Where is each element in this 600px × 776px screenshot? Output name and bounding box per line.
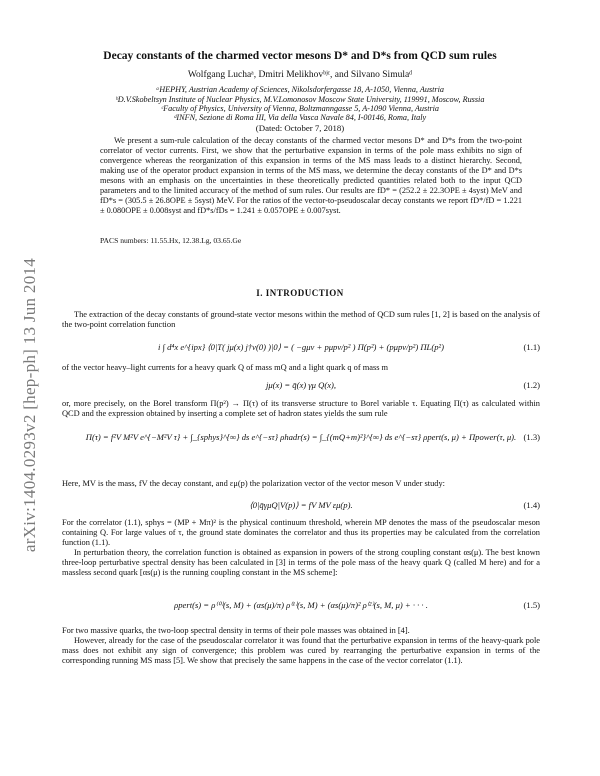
pacs-numbers: PACS numbers: 11.55.Hx, 12.38.Lg, 03.65.Ge [100,236,242,245]
equation-number: (1.1) [523,342,540,352]
paragraph: For the correlator (1.1), sphys = (MP + Mπ)² is the physical continuum threshold, wherein MP denotes the mass of the pseudoscalar meson containing Q. For large values of τ, the ground state dominates the correlator and thus its properties may be calculated from the correlation function (1.1). [62,518,540,547]
section-heading: I. INTRODUCTION [256,288,344,298]
arxiv-side-stamp: arXiv:1404.0293v2 [hep-ph] 13 Jun 2014 [20,257,39,553]
equation-number: (1.5) [523,600,540,610]
paragraph: The extraction of the decay constants of ground-state vector mesons within the method of QCD sum rules [1, 2] is based on the analysis of the two-point correlation function [62,310,540,329]
affiliation-b: ᵇD.V.Skobeltsyn Institute of Nuclear Physics, M.V.Lomonosov Moscow State University, 119991, Moscow, Russia [115,94,485,104]
date-line: (Dated: October 7, 2018) [255,123,345,133]
abstract: We present a sum-rule calculation of the decay constants of the charmed vector mesons D* and D*s from the two-point correlator of vector currents. First, we show that the perturbative expansion in terms of the pole mass exhibits no sign of convergence whereas the reorganization of this expansion in terms of the MS mass leads to a distinct hierarchy. Second, making use of the operator product expansion in terms of the MS mass, we determine the decay constants of the D* and D*s mesons with an emphasis on the uncertainties in these theoretically predicted quantities related both to the input QCD parameters and to the limited accuracy of the method of sum rules. Our results are fD* = (252.2 ± 22.3OPE ± 4syst) MeV and fD*s = (305.5 ± 26.8OPE ± 5syst) MeV. For the ratios of the vector-to-pseudoscalar decay constants we report fD*/fD = 1.221 ± 0.080OPE ± 0.008syst and fD*s/fDs = 1.241 ± 0.057OPE ± 0.007syst. [100,136,522,215]
paragraph: In perturbation theory, the correlation function is obtained as expansion in powers of the strong coupling constant αs(μ). The best known three-loop perturbative spectral density has been calculated in [3] in terms of the pole mass of the heavy quark Q (called M here) and for a massless second quark [αs(μ) is the running coupling constant in the MS scheme]: [62,548,540,577]
equation-number: (1.3) [523,432,540,442]
paragraph: of the vector heavy–light currents for a heavy quark Q of mass mQ and a light quark q of mass m [62,363,389,372]
paragraph: Here, MV is the mass, fV the decay constant, and εμ(p) the polarization vector of the vector meson V under study: [62,479,445,488]
equation-number: (1.4) [523,500,540,510]
equation-number: (1.2) [523,380,540,390]
paragraph: or, more precisely, on the Borel transform Π(p²) → Π(τ) of its transverse structure to Borel variable τ. Equating Π(τ) as calculated within QCD and the expression obtained by inserting a complete set of hadron states yields the sum rule [62,399,540,418]
equation-body: ⟨0|q̄γμQ|V(p)⟩ = fV MV εμ(p). [249,500,353,510]
affiliation-d: ᵈINFN, Sezione di Roma III, Via della Vasca Navale 84, I-00146, Roma, Italy [173,113,427,122]
equation-body: i ∫ d⁴x e^{ipx} ⟨0|T( jμ(x) j†ν(0) )|0⟩ = ( −gμν + pμpν/p² ) Π(p²) + (pμpν/p²) ΠL(p²) [158,342,444,352]
paper-title: Decay constants of the charmed vector mesons D* and D*s from QCD sum rules [103,50,497,62]
author-list: Wolfgang Luchaᵃ, Dmitri Melikhovᵇʲᶜ, and Silvano Simulaᵈ [187,70,413,80]
equation-body: Π(τ) = f²V M²V e^{−M²V τ} + ∫_{sphys}^{∞} ds e^{−sτ} ρhadr(s) = ∫_{(mQ+m)²}^{∞} ds e^{−sτ} ρpert(s, μ) + Πpower(τ, μ). [85,432,517,442]
equation-body: ρpert(s) = ρ⁽⁰⁾(s, M) + (αs(μ)/π) ρ⁽¹⁾(s, M) + (αs(μ)/π)² ρ⁽²⁾(s, M, μ) + · · · . [174,600,428,610]
equation-body: jμ(x) = q̄(x) γμ Q(x), [265,380,337,390]
affiliation-a: ᵃHEPHY, Austrian Academy of Sciences, Nikolsdorfergasse 18, A-1050, Vienna, Austria [156,85,444,94]
affiliation-c: ᶜFaculty of Physics, University of Vienna, Boltzmanngasse 5, A-1090 Vienna, Austria [160,104,440,113]
paragraph: For two massive quarks, the two-loop spectral density in terms of their pole masses was obtained in [4]. [62,626,410,635]
paragraph: However, already for the case of the pseudoscalar correlator it was found that the perturbative expansion in terms of the heavy-quark pole mass does not exhibit any sign of convergence; this problem was cured by rearranging the perturbative expansion in terms of the corresponding running MS mass [5]. We show that precisely the same happens in the case of the vector correlator (1.1). [62,636,540,665]
